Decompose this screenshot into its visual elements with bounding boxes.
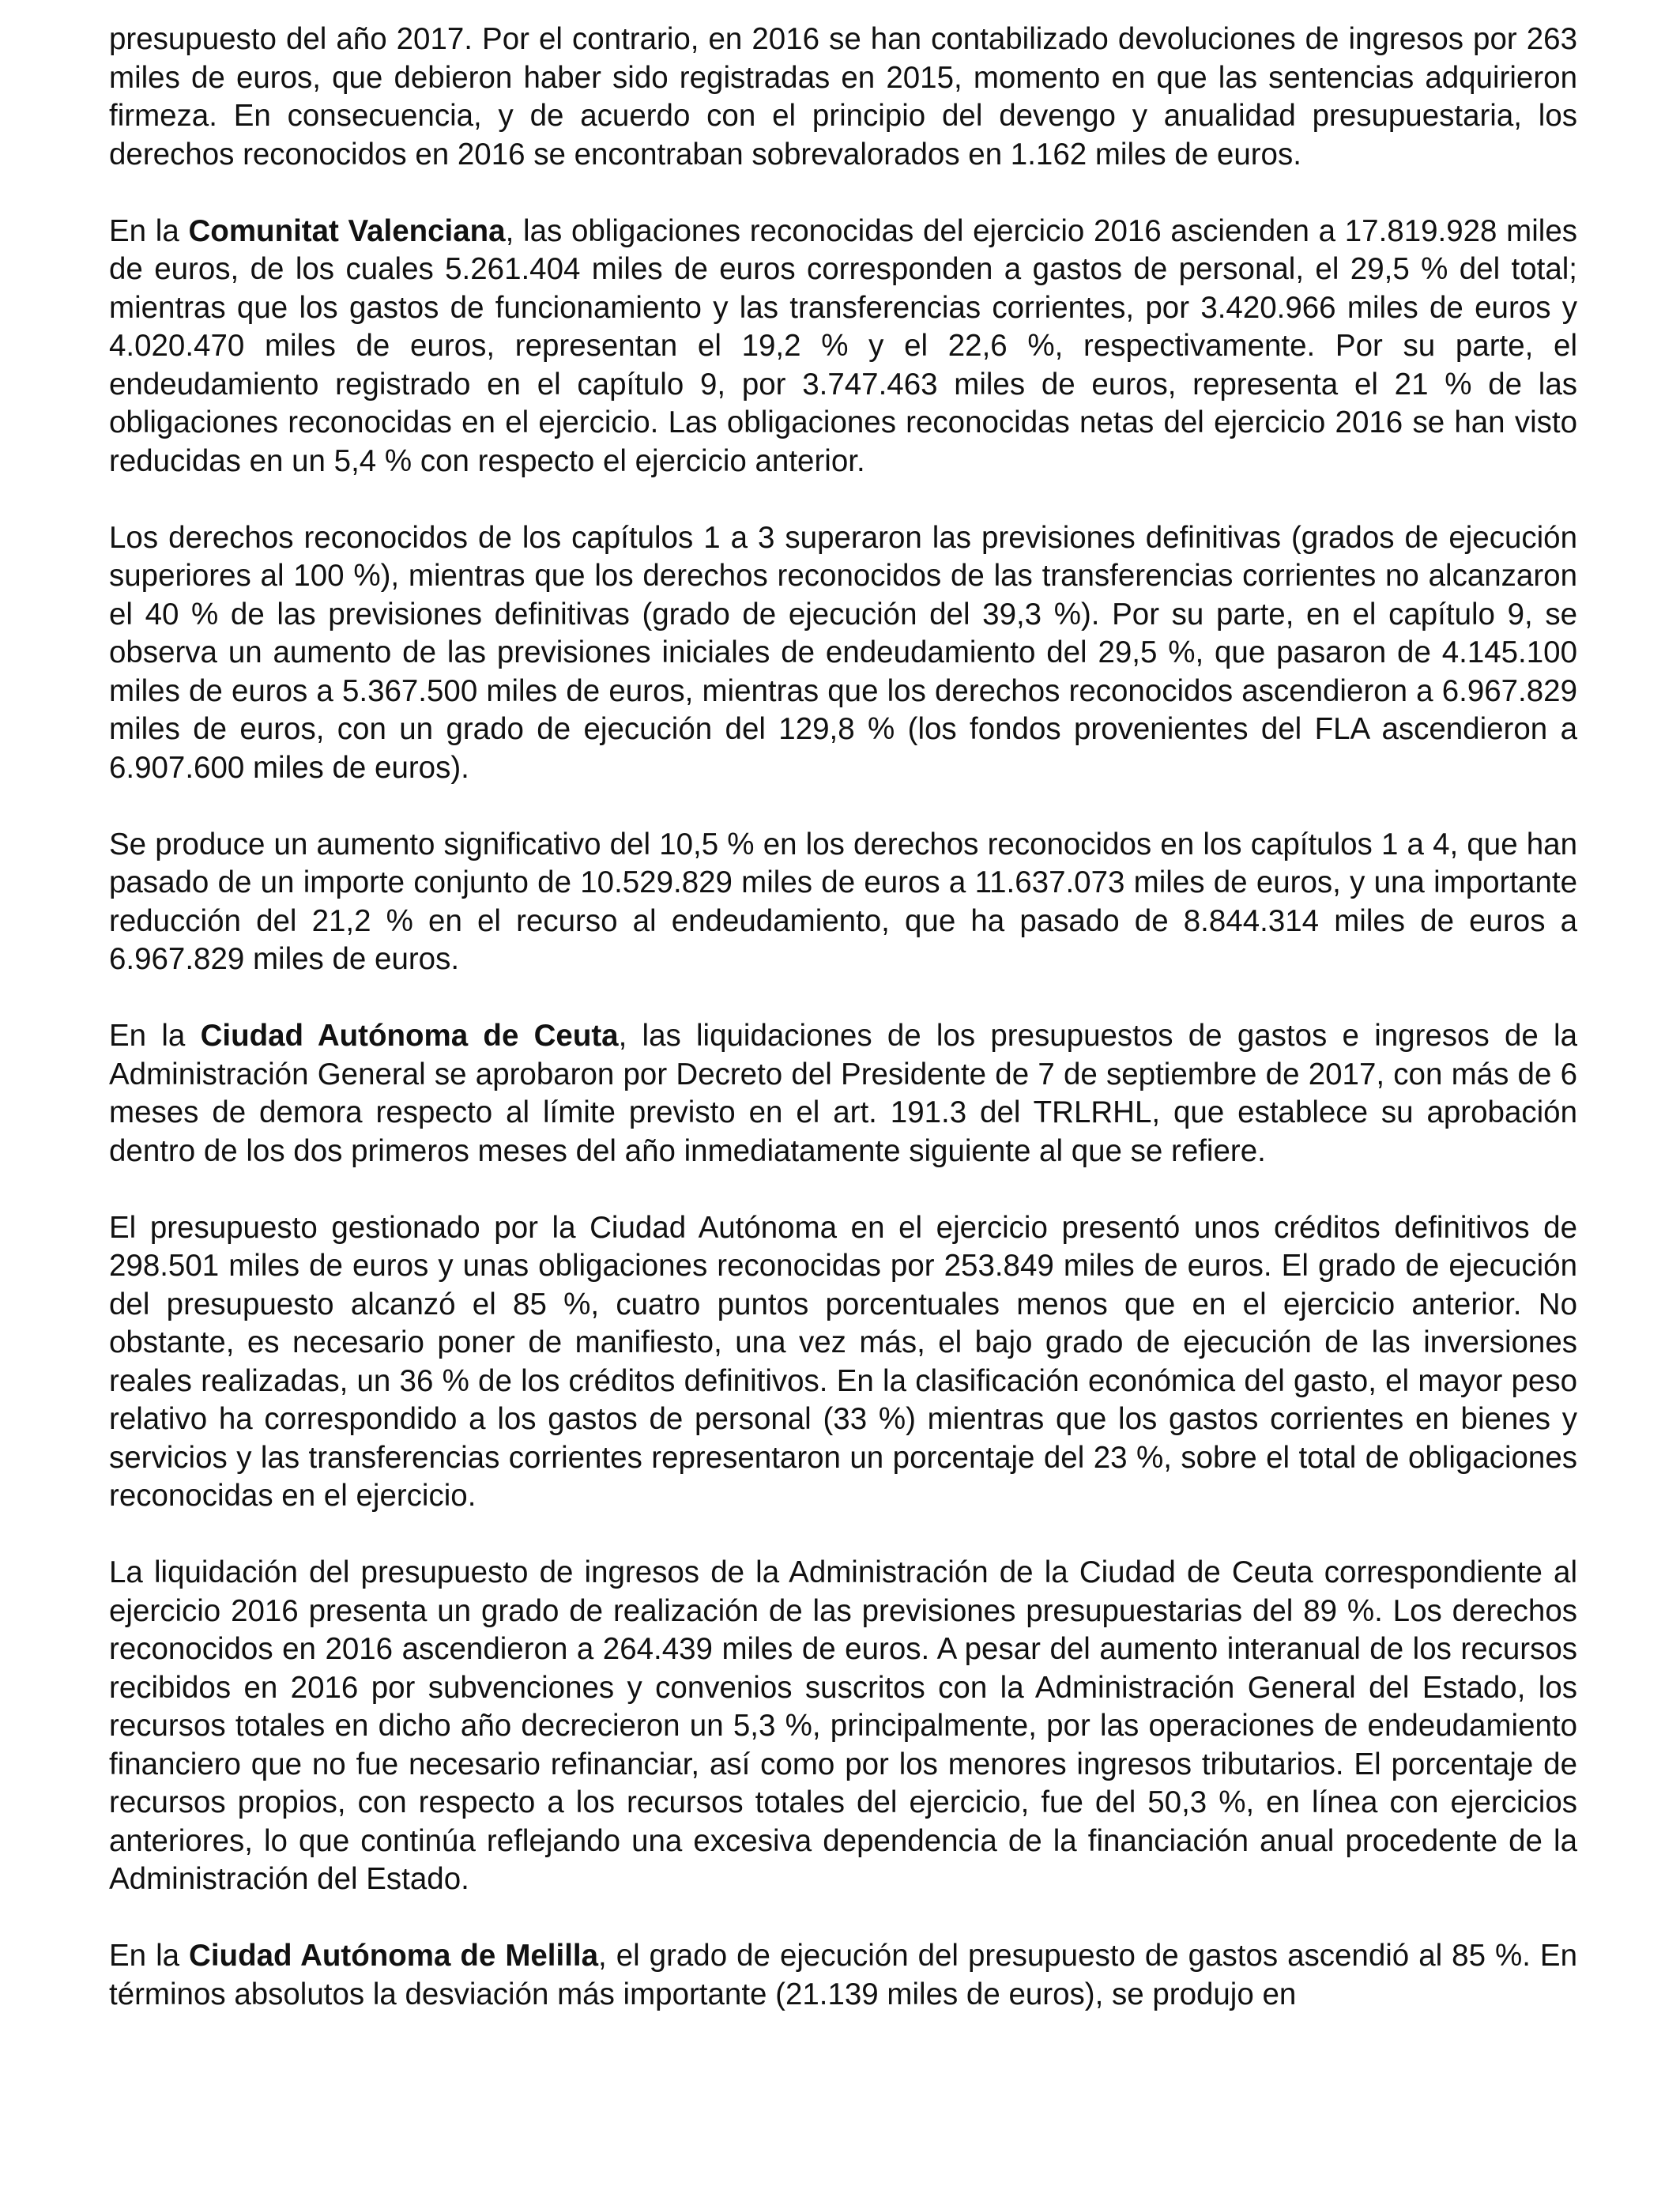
paragraph-7 bbox=[109, 1554, 1577, 1899]
paragraph-text: Se produce un aumento significativo del 10,5 % en los derechos reconocidos en los capítulos 1 a 4, que han pasado de un importe conjunto de 10.529.829 miles de euros a 11.637.073 miles de euros, y una importante reducción del 21,2 % en el recurso al endeudamiento, que ha pasado de 8.844.314 miles de euros a 6.967.829 miles de euros. bbox=[109, 827, 1577, 976]
document-page bbox=[109, 21, 1577, 2014]
paragraph-8 bbox=[109, 1937, 1577, 2014]
region-name-melilla: Ciudad Autónoma de Melilla bbox=[189, 1939, 599, 1973]
paragraph-text: En la bbox=[109, 1019, 201, 1053]
paragraph-text: La liquidación del presupuesto de ingresos de la Administración de la Ciudad de Ceuta correspondiente al ejercicio 2016 presenta un grado de realización de las previsiones presupuestarias del 89 %. Los derechos reconocidos en 2016 ascendieron a 264.439 miles de euros. A pesar del aumento interanual de los recursos recibidos en 2016 por subvenciones y convenios suscritos con la Administración General del Estado, los recursos totales en dicho año decrecieron un 5,3 %, principalmente, por las operaciones de endeudamiento financiero que no fue necesario refinanciar, así como por los menores ingresos tributarios. El porcentaje de recursos propios, con respecto a los recursos totales del ejercicio, fue del 50,3 %, en línea con ejercicios anteriores, lo que continúa reflejando una excesiva dependencia de la financiación anual procedente de la Administración del Estado. bbox=[109, 1555, 1577, 1896]
paragraph-text: , las liquidaciones de los presupuestos de gastos e ingresos de la Administración General se aprobaron por Decreto del Presidente de 7 de septiembre de 2017, con más de 6 meses de demora respecto al límite previsto en el art. 191.3 del TRLRHL, que establece su aprobación dentro de los dos primeros meses del año inmediatamente siguiente al que se refiere. bbox=[109, 1019, 1577, 1168]
paragraph-text: En la bbox=[109, 213, 189, 248]
paragraph-text: , las obligaciones reconocidas del ejercicio 2016 ascienden a 17.819.928 miles de euros, de los cuales 5.261.404 miles de euros corresponden a gastos de personal, el 29,5 % del total; mientras que los gastos de funcionamiento y las transferencias corrientes, por 3.420.966 miles de euros y 4.020.470 miles de euros, representan el 19,2 % y el 22,6 %, respectivamente. Por su parte, el endeudamiento registrado en el capítulo 9, por 3.747.463 miles de euros, representa el 21 % de las obligaciones reconocidas en el ejercicio. Las obligaciones reconocidas netas del ejercicio 2016 se han visto reducidas en un 5,4 % con respecto el ejercicio anterior. bbox=[109, 213, 1578, 478]
paragraph-text: En la bbox=[109, 1939, 190, 1973]
paragraph-text: , el grado de ejecución del presupuesto de gastos ascendió al 85 %. En términos absolutos la desviación más importante (21.139 miles de euros), se produjo en bbox=[109, 1939, 1577, 2011]
paragraph-4 bbox=[109, 826, 1577, 979]
region-name-comunitat-valenciana: Comunitat Valenciana bbox=[188, 213, 506, 248]
paragraph-text: El presupuesto gestionado por la Ciudad Autónoma en el ejercicio presentó unos créditos definitivos de 298.501 miles de euros y unas obligaciones reconocidas por 253.849 miles de euros. El grado de ejecución del presupuesto alcanzó el 85 %, cuatro puntos porcentuales menos que en el ejercicio anterior. No obstante, es necesario poner de manifiesto, una vez más, el bajo grado de ejecución de las inversiones reales realizadas, un 36 % de los créditos definitivos. En la clasificación económica del gasto, el mayor peso relativo ha correspondido a los gastos de personal (33 %) mientras que los gastos corrientes en bienes y servicios y las transferencias corrientes representaron un porcentaje del 23 %, sobre el total de obligaciones reconocidas en el ejercicio. bbox=[109, 1210, 1577, 1513]
paragraph-1 bbox=[109, 21, 1577, 174]
paragraph-5 bbox=[109, 1017, 1577, 1171]
paragraph-6 bbox=[109, 1209, 1577, 1516]
region-name-ceuta: Ciudad Autónoma de Ceuta bbox=[200, 1019, 619, 1053]
paragraph-2 bbox=[109, 213, 1577, 481]
paragraph-text: presupuesto del año 2017. Por el contrario, en 2016 se han contabilizado devoluciones de ingresos por 263 miles de euros, que debieron haber sido registradas en 2015, momento en que las sentencias adquirieron firmeza. En consecuencia, y de acuerdo con el principio del devengo y anualidad presupuestaria, los derechos reconocidos en 2016 se encontraban sobrevalorados en 1.162 miles de euros. bbox=[109, 22, 1577, 172]
paragraph-3 bbox=[109, 519, 1577, 788]
paragraph-text: Los derechos reconocidos de los capítulos 1 a 3 superaron las previsiones definitivas (grados de ejecución superiores al 100 %), mientras que los derechos reconocidos de las transferencias corrientes no alcanzaron el 40 % de las previsiones definitivas (grado de ejecución del 39,3 %). Por su parte, en el capítulo 9, se observa un aumento de las previsiones iniciales de endeudamiento del 29,5 %, que pasaron de 4.145.100 miles de euros a 5.367.500 miles de euros, mientras que los derechos reconocidos ascendieron a 6.967.829 miles de euros, con un grado de ejecución del 129,8 % (los fondos provenientes del FLA ascendieron a 6.907.600 miles de euros). bbox=[109, 520, 1577, 785]
